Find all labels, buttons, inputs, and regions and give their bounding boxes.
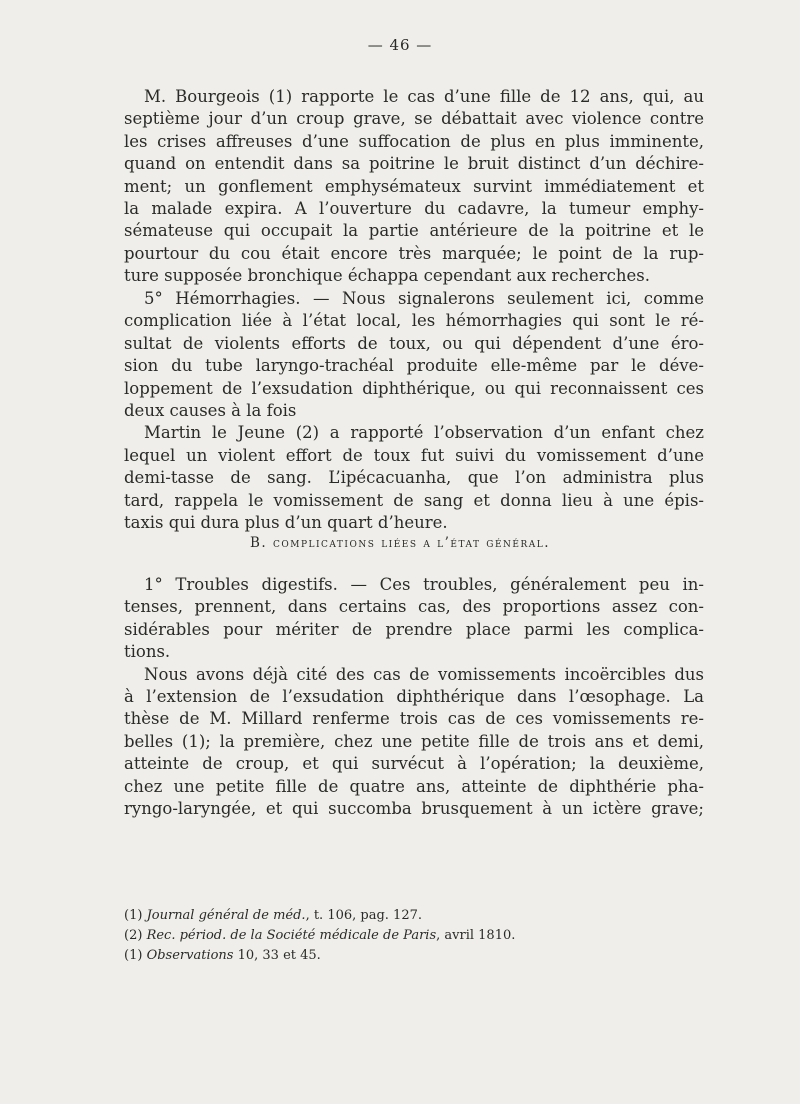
footnote-reference: , t. 106, pag. 127. <box>305 908 422 923</box>
text-line: la malade expira. A l’ouverture du cadavre, la tumeur emphy- <box>124 198 704 218</box>
text-line: belles (1); la première, chez une petite fille de trois ans et demi, <box>124 731 704 751</box>
text-line: complication liée à l’état local, les hémorrhagies qui sont le ré- <box>124 311 704 331</box>
text-line: à l’extension de l’exsudation diphthérique dans l’œsophage. La <box>124 686 704 706</box>
footnote-reference: 10, 33 et 45. <box>233 948 321 963</box>
text-line: sion du tube laryngo-trachéal produite elle-même par le déve- <box>124 356 704 376</box>
footnote <box>124 906 704 926</box>
text-line: pourtour du cou était encore très marquée; le point de la rup- <box>124 243 704 263</box>
text-line: Nous avons déjà cité des cas de vomissements incoërcibles dus <box>144 664 704 684</box>
paragraph-bourgeois-case <box>124 86 704 288</box>
footnote <box>124 926 704 946</box>
footnote-mark: (1) <box>124 948 143 963</box>
paragraph-hemorrhagies <box>124 288 704 534</box>
paragraph-troubles-digestifs <box>124 574 704 820</box>
text-line: lequel un violent effort de toux fut suivi du vomissement d’une <box>124 445 704 465</box>
page-number: — 46 — <box>367 36 433 54</box>
text-line: les crises affreuses d’une suffocation de plus en plus imminente, <box>124 131 704 151</box>
text-line: sidérables pour mériter de prendre place parmi les complica- <box>124 619 704 639</box>
text-line: deux causes à la fois <box>124 400 297 420</box>
text-line: taxis qui dura plus d’un quart d’heure. <box>124 512 448 532</box>
text-line: thèse de M. Millard renferme trois cas de ces vomissements re- <box>124 709 704 729</box>
text-line: tenses, prennent, dans certains cas, des proportions assez con- <box>124 597 704 617</box>
text-line: chez une petite fille de quatre ans, atteinte de diphthérie pha- <box>124 776 704 796</box>
footnote-mark: (2) <box>124 928 143 943</box>
text-line: ment; un gonflement emphysémateux survint immédiatement et <box>124 176 704 196</box>
text-line: tions. <box>124 642 171 662</box>
text-line: sultat de violents efforts de toux, ou qui dépendent d’une éro- <box>124 333 704 353</box>
text-line: sémateuse qui occupait la partie antérieure de la poitrine et le <box>124 221 704 241</box>
text-line: demi-tasse de sang. L’ipécacuanha, que l’on administra plus <box>124 468 704 488</box>
text-line: quand on entendit dans sa poitrine le bruit distinct d’un déchire- <box>124 154 704 174</box>
text-line: atteinte de croup, et qui survécut à l’opération; la deuxième, <box>124 754 704 774</box>
text-line: M. Bourgeois (1) rapporte le cas d’une fille de 12 ans, qui, au <box>144 87 704 106</box>
text-line: tard, rappela le vomissement de sang et donna lieu à une épis- <box>124 490 704 510</box>
text-line: 1° Troubles digestifs. — Ces troubles, généralement peu in- <box>144 575 704 594</box>
text-line: Martin le Jeune (2) a rapporté l’observation d’un enfant chez <box>144 423 704 443</box>
text-line: loppement de l’exsudation diphthérique, ou qui reconnaissent ces <box>124 378 704 398</box>
section-heading: B. complications liées a l’état général. <box>249 535 551 551</box>
footnotes <box>124 906 704 966</box>
footnote-mark: (1) <box>124 908 143 923</box>
text-line: ryngo-laryngée, et qui succomba brusquement à un ictère grave; <box>124 798 704 818</box>
footnote-reference: , avril 1810. <box>436 928 516 943</box>
footnote-source: Rec. périod. de la Société médicale de Paris <box>146 928 437 943</box>
footnote <box>124 946 704 966</box>
text-line: 5° Hémorrhagies. — Nous signalerons seulement ici, comme <box>144 289 704 308</box>
footnote-source: Journal général de méd. <box>146 908 306 923</box>
text-line: septième jour d’un croup grave, se débattait avec violence contre <box>124 109 704 129</box>
footnote-source: Observations <box>146 948 234 963</box>
text-line: ture supposée bronchique échappa cependant aux recherches. <box>124 266 650 286</box>
